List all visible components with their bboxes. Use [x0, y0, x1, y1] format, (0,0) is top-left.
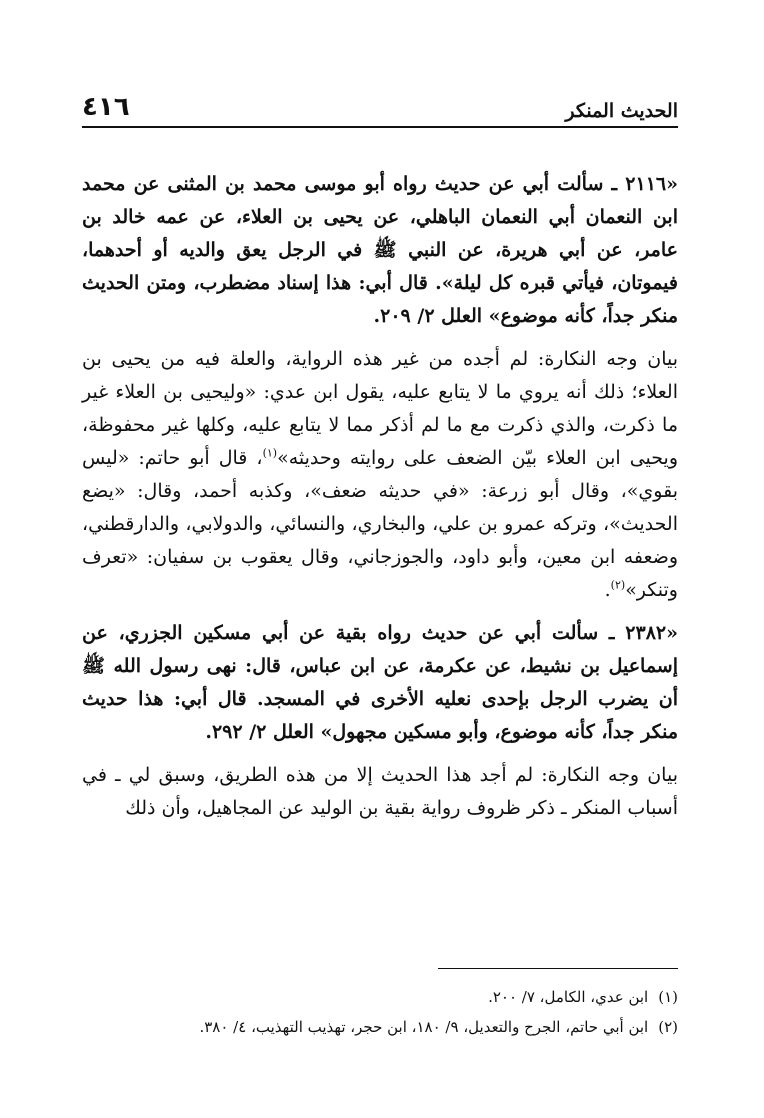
footnote-ref-1[interactable]: (١) [262, 446, 278, 460]
analysis-paragraph-2: بيان وجه النكارة: لم أجد هذا الحديث إلا من هذه الطريق، وسبق لي ـ في أسباب المنكر ـ ذكر ظروف رواية بقية بن الوليد عن المجاهيل، وأن ذلك [82, 764, 678, 819]
footnote-ref-2[interactable]: (٢) [610, 578, 626, 592]
page-header [82, 82, 678, 128]
main-text [82, 168, 678, 835]
footnote-2 [82, 1012, 678, 1042]
footnote-separator [438, 968, 678, 969]
running-title: الحديث المنكر [565, 100, 678, 122]
footnote-number: (١) [658, 988, 678, 1006]
analysis-text-end: . [604, 579, 611, 601]
analysis-paragraph-1 [82, 343, 678, 607]
footnotes [82, 982, 678, 1042]
analysis-text: بيان وجه النكارة: لم أجده من غير هذه الرواية، والعلة فيه من يحيى بن العلاء؛ ذلك أنه يروي ما لا يتابع عليه، يقول ابن عدي: «وليحيى بن العلاء غير ما ذكرت، والذي ذكرت مع ما لم أذكر مما لا يتابع عليه، وكلها غير محفوظة، ويحيى ابن العلاء بيّن الضعف على روايته وحديثه» [82, 348, 679, 469]
footnote-1 [82, 982, 678, 1012]
quote-paragraph-1: «٢١١٦ ـ سألت أبي عن حديث رواه أبو موسى محمد بن المثنى عن محمد ابن النعمان أبي النعمان الباهلي، عن يحيى بن العلاء، عن عمه خالد بن عامر، عن أبي هريرة، عن النبي ﷺ في الرجل يعق والديه أو أحدهما، فيموتان، فيأتي قبره كل ليلة». قال أبي: هذا إسناد مضطرب، ومتن الحديث منكر جداً، كأنه موضوع» العلل ٢/ ٢٠٩. [82, 173, 678, 327]
quote-paragraph-2: «٢٣٨٢ ـ سألت أبي عن حديث رواه بقية عن أبي مسكين الجزري، عن إسماعيل بن نشيط، عن عكرمة، عن ابن عباس، قال: نهى رسول الله ﷺ أن يضرب الرجل بإحدى نعليه الأخرى في المسجد. قال أبي: هذا حديث منكر جداً، كأنه موضوع، وأبو مسكين مجهول» العلل ٢/ ٢٩٢. [82, 622, 678, 743]
footnote-number: (٢) [658, 1018, 678, 1036]
analysis-text-cont: ، قال أبو حاتم: «ليس بقوي»، وقال أبو زرعة: «في حديثه ضعف»، وكذبه أحمد، وقال: «يضع الحديث»، وتركه عمرو بن علي، والبخاري، والنسائي، والدولابي، والدارقطني، وضعفه ابن معين، وأبو داود، والجوزجاني، وقال يعقوب بن سفيان: «تعرف وتنكر» [82, 447, 678, 601]
footnote-text: ابن أبي حاتم، الجرح والتعديل، ٩/ ١٨٠، ابن حجر، تهذيب التهذيب، ٤/ ٣٨٠. [199, 1018, 649, 1036]
page-number: ٤١٦ [82, 92, 130, 122]
footnote-text: ابن عدي، الكامل، ٧/ ٢٠٠. [488, 988, 649, 1006]
